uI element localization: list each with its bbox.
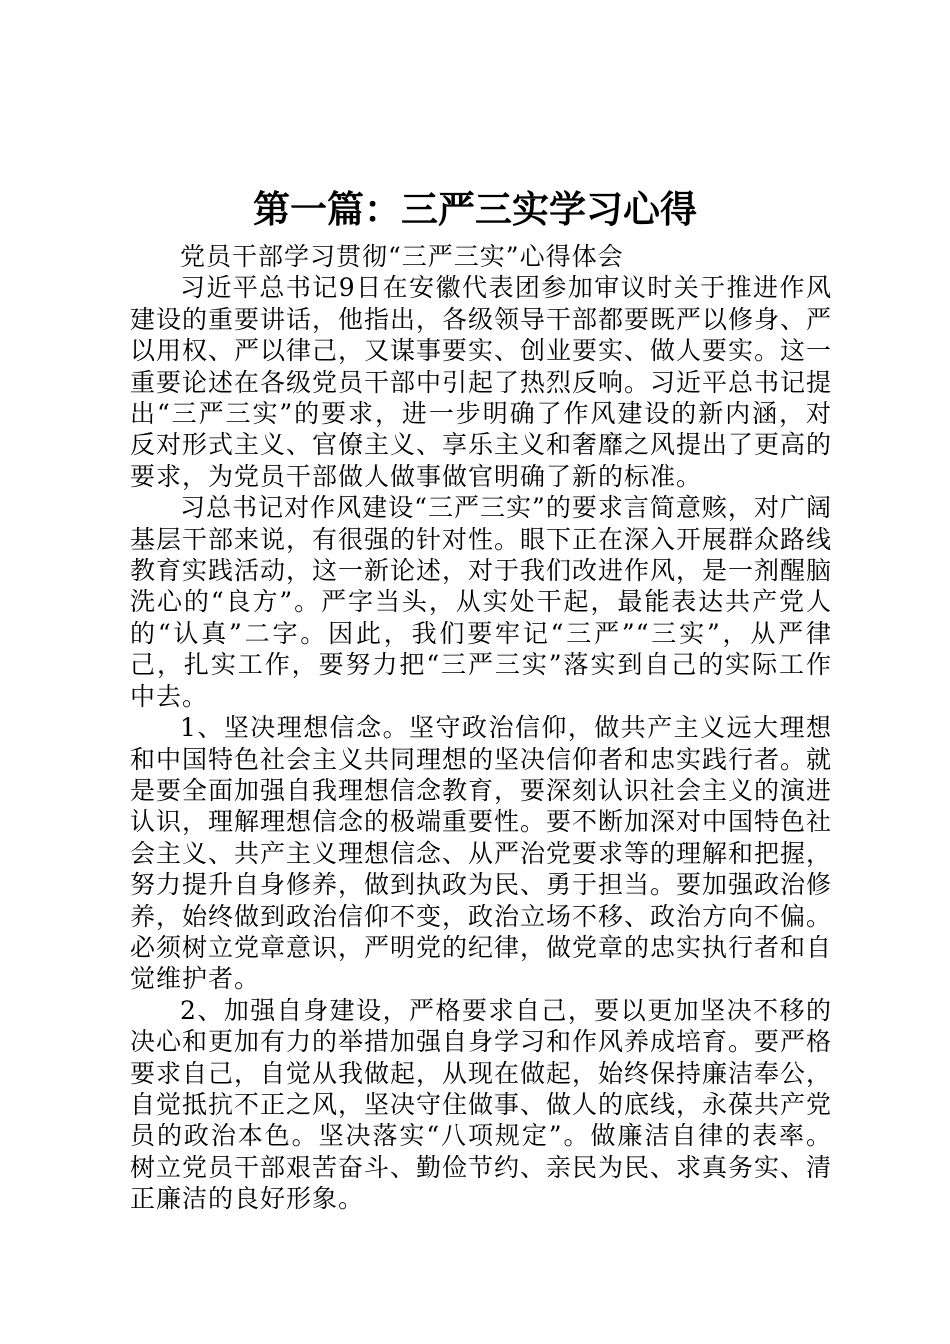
- paragraph-requirements: 习总书记对作风建设“三严三实”的要求言简意赅，对广阔基层干部来说，有很强的针对性。眼下正在深入开展群众路线教育实践活动，这一新论述，对于我们改进作风，是一剂醒脑洗心的“良方”。严字当头，从实处干起，最能表达共产党人的“认真”二字。因此，我们要牢记“三严”“三实”，从严律己，扎实工作，要努力把“三严三实”落实到自己的实际工作中去。: [130, 493, 833, 711]
- document-body: [130, 241, 832, 1215]
- document-title: 第一篇：三严三实学习心得: [253, 188, 697, 231]
- paragraph-point-2: 2、加强自身建设，严格要求自己，要以更加坚决不移的决心和更加有力的举措加强自身学习和作风养成培育。要严格要求自己，自觉从我做起，从现在做起，始终保持廉洁奉公，自觉抵抗不正之风，坚决守住做事、做人的底线，永葆共产党员的政治本色。坚决落实“八项规定”。做廉洁自律的表率。树立党员干部艰苦奋斗、勤俭节约、亲民为民、求真务实、清正廉洁的良好形象。: [130, 995, 833, 1214]
- paragraph-subtitle: 党员干部学习贯彻“三严三实”心得体会: [180, 242, 624, 271]
- paragraph-point-1: 1、坚决理想信念。坚守政治信仰，做共产主义远大理想和中国特色社会主义共同理想的坚决信仰者和忠实践行者。就是要全面加强自我理想信念教育，要深刻认识社会主义的演进认识，理解理想信念的极端重要性。要不断加深对中国特色社会主义、共产主义理想信念、从严治党要求等的理解和把握，努力提升自身修养，做到执政为民、勇于担当。要加强政治修养，始终做到政治信仰不变，政治立场不移、政治方向不偏。必须树立党章意识，严明党的纪律，做党章的忠实执行者和自觉维护者。: [130, 713, 833, 994]
- paragraph-intro: 习近平总书记9日在安徽代表团参加审议时关于推进作风建设的重要讲话，他指出，各级领导干部都要既严以修身、严以用权、严以律己，又谋事要实、创业要实、做人要实。这一重要论述在各级党员干部中引起了热烈反响。习近平总书记提出“三严三实”的要求，进一步明确了作风建设的新内涵，对反对形式主义、官僚主义、享乐主义和奢靡之风提出了更高的要求，为党员干部做人做事做官明确了新的标准。: [130, 273, 833, 491]
